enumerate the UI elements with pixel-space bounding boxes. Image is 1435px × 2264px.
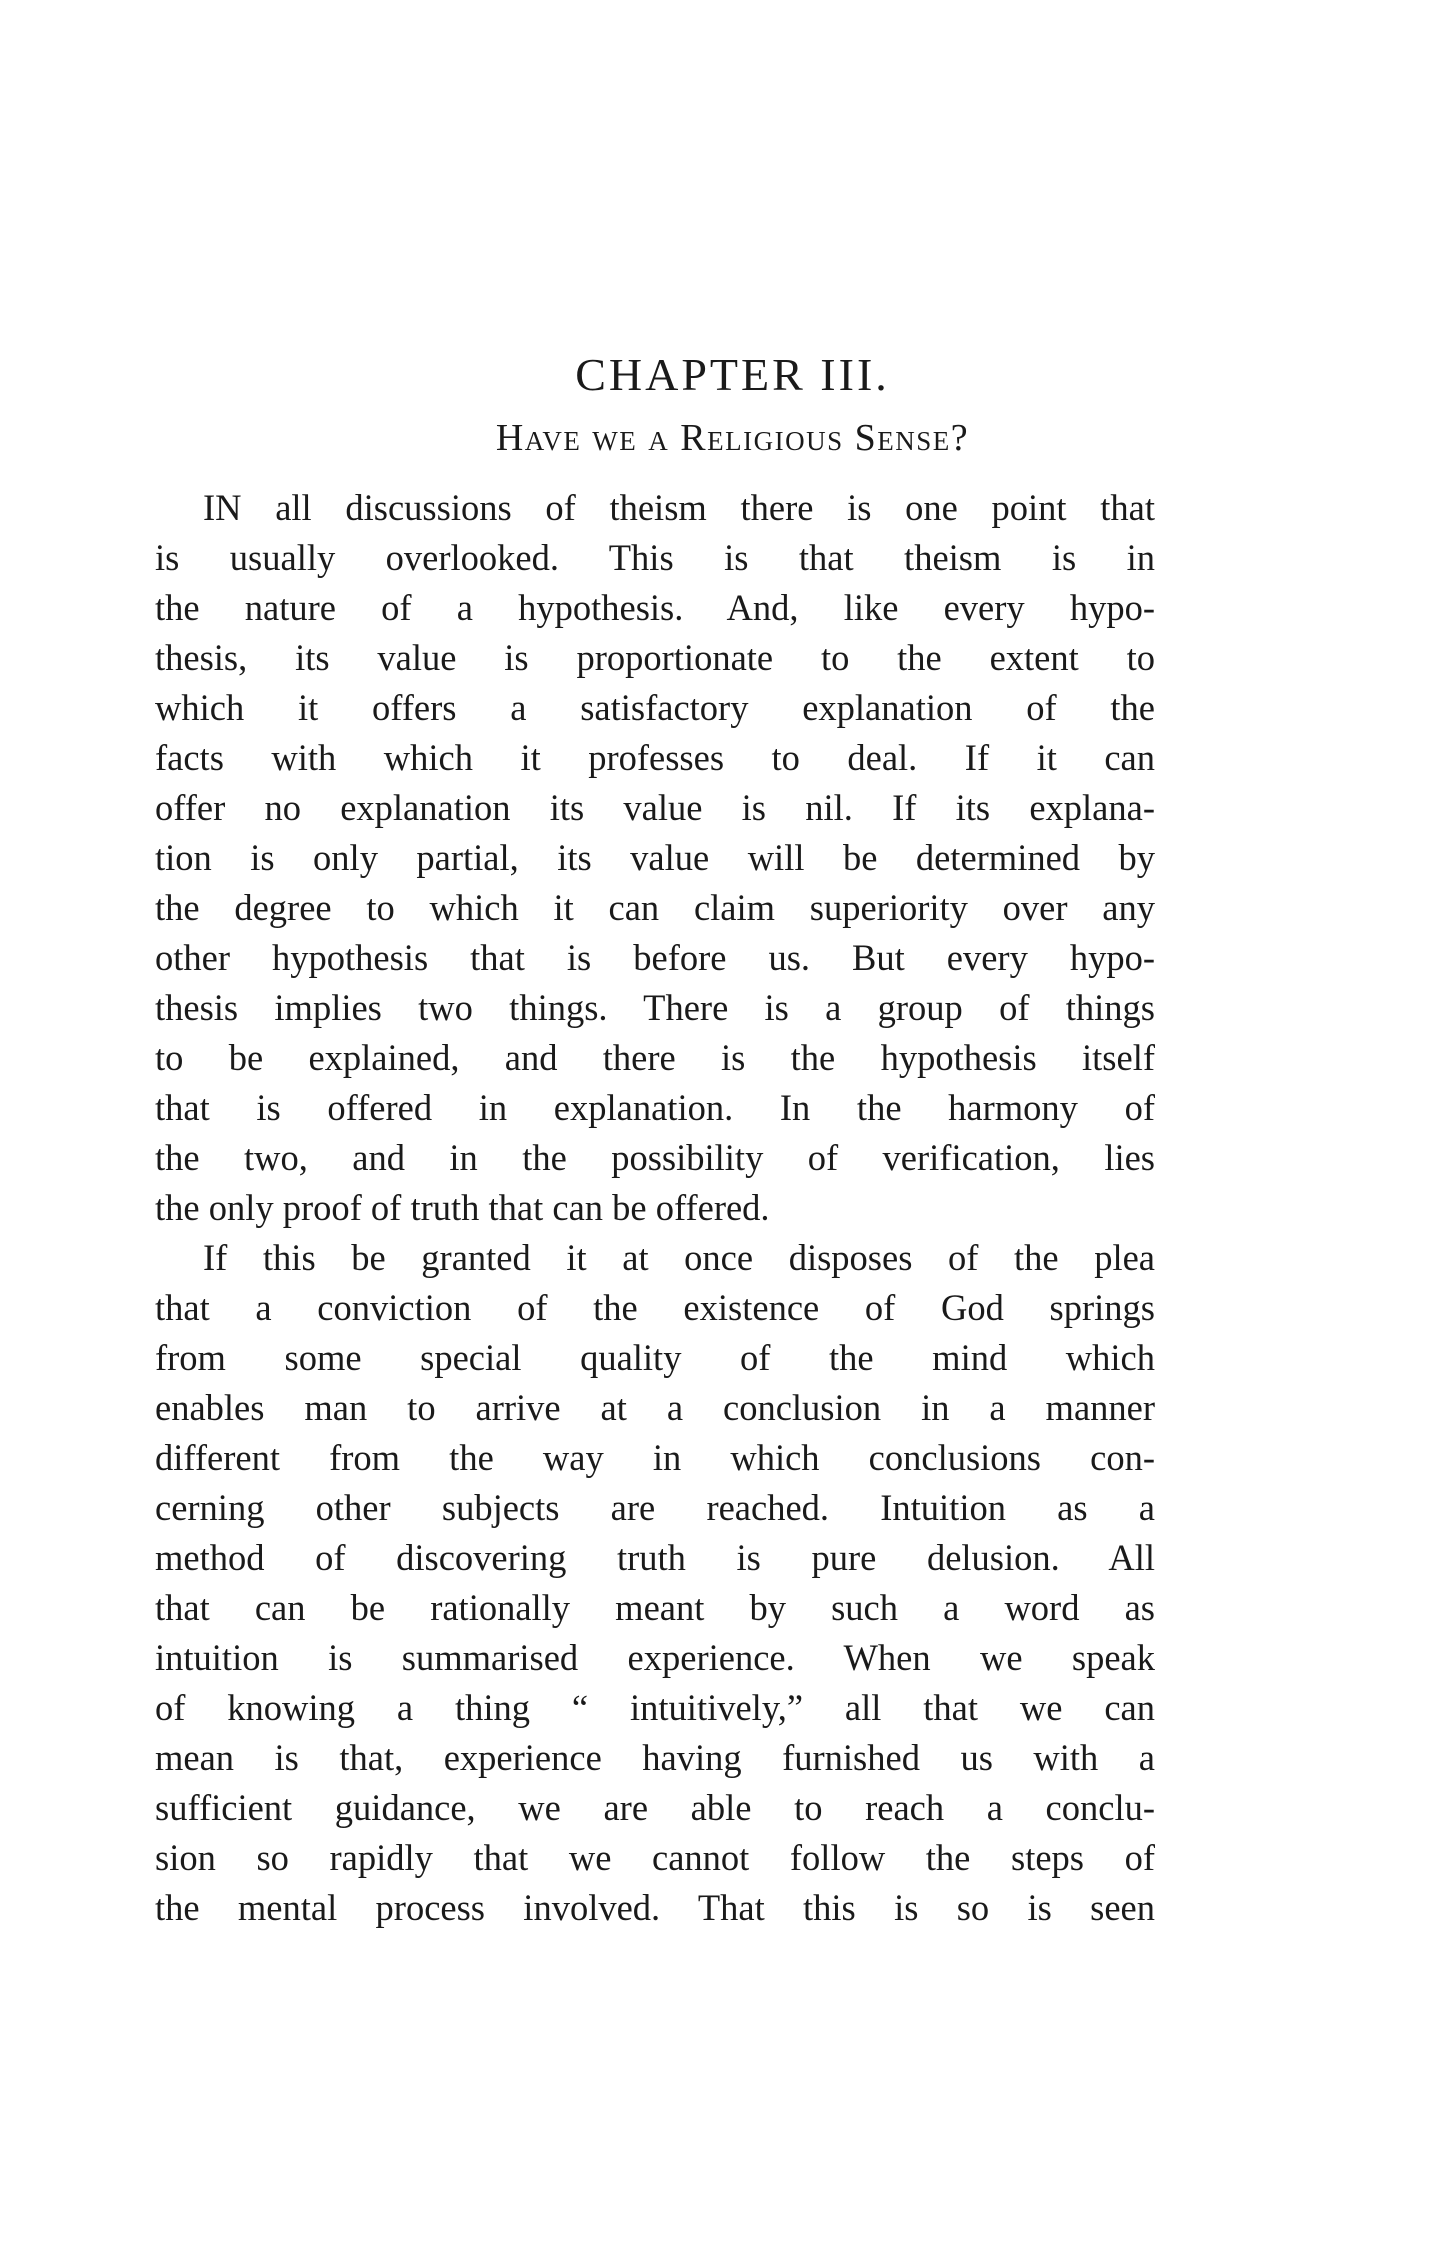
text-line: the only proof of truth that can be offered. (155, 1187, 770, 1228)
text-line: method of discovering truth is pure delusion. All (155, 1537, 1155, 1578)
text-line: the two, and in the possibility of verification, lies (155, 1137, 1155, 1178)
text-line: tion is only partial, its value will be determined by (155, 837, 1155, 878)
text-line: facts with which it professes to deal. If it can (155, 737, 1155, 778)
text-line: enables man to arrive at a conclusion in a manner (155, 1387, 1155, 1428)
text-line: If this be granted it at once disposes of the plea (203, 1237, 1155, 1278)
text-line: offer no explanation its value is nil. If its explana- (155, 787, 1155, 828)
text-line: cerning other subjects are reached. Intuition as a (155, 1487, 1155, 1528)
text-line: IN all discussions of theism there is one point that (203, 487, 1155, 528)
text-line: sion so rapidly that we cannot follow the steps of (155, 1837, 1155, 1878)
text-line: of knowing a thing “ intuitively,” all that we can (155, 1687, 1155, 1728)
text-line: from some special quality of the mind which (155, 1337, 1155, 1378)
chapter-subtitle: Have we a Religious Sense? (495, 417, 970, 459)
text-line: which it offers a satisfactory explanation of the (155, 687, 1155, 728)
text-line: that is offered in explanation. In the harmony of (155, 1087, 1155, 1128)
body-text (155, 483, 1155, 1933)
text-line: thesis implies two things. There is a group of things (155, 987, 1155, 1028)
paragraph-1 (155, 483, 1155, 1233)
text-line: that can be rationally meant by such a word as (155, 1587, 1155, 1628)
text-line: is usually overlooked. This is that theism is in (155, 537, 1155, 578)
paragraph-2 (155, 1233, 1155, 1933)
text-line: intuition is summarised experience. When we speak (155, 1637, 1155, 1678)
text-line: that a conviction of the existence of God springs (155, 1287, 1155, 1328)
chapter-heading: CHAPTER III. (575, 349, 890, 400)
text-line: mean is that, experience having furnished us with a (155, 1737, 1155, 1778)
text-line: the degree to which it can claim superiority over any (155, 887, 1155, 928)
text-line: different from the way in which conclusions con- (155, 1437, 1155, 1478)
text-line: to be explained, and there is the hypothesis itself (155, 1037, 1155, 1078)
text-line: sufficient guidance, we are able to reach a conclu- (155, 1787, 1155, 1828)
text-line: the nature of a hypothesis. And, like every hypo- (155, 587, 1155, 628)
text-line: thesis, its value is proportionate to the extent to (155, 637, 1155, 678)
text-line: other hypothesis that is before us. But every hypo- (155, 937, 1155, 978)
text-line: the mental process involved. That this is so is seen (155, 1887, 1155, 1928)
